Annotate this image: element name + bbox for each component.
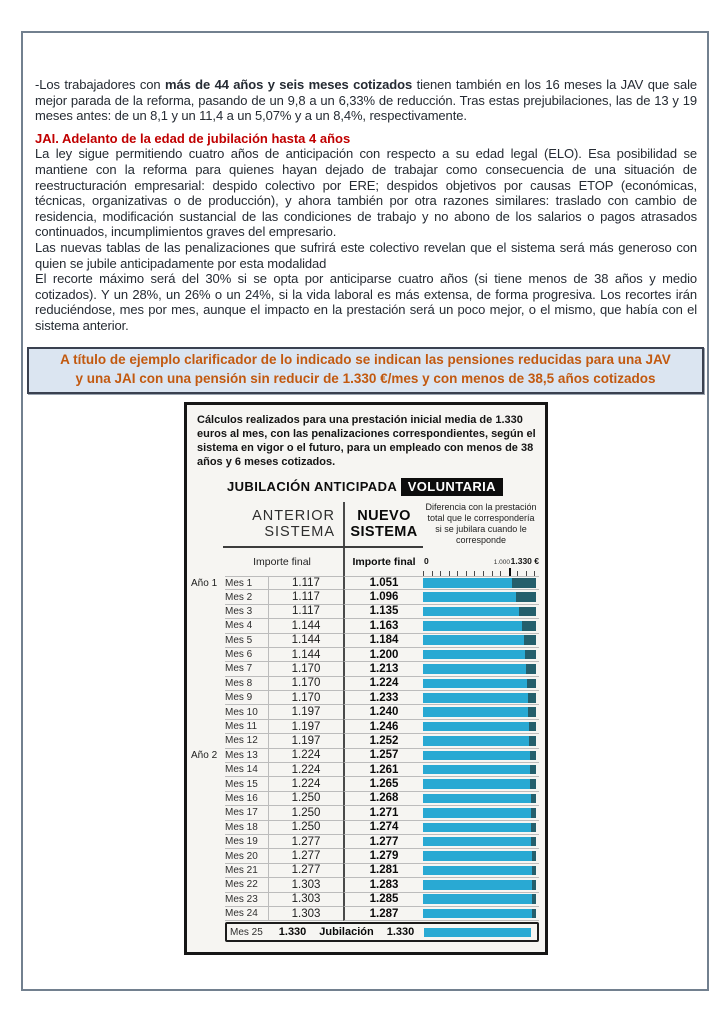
bar-remainder-segment (529, 736, 536, 746)
mes-label: Mes 12 (225, 734, 269, 748)
bar-remainder-segment (529, 722, 536, 732)
diff-bar (423, 765, 536, 775)
diff-bar-cell (423, 619, 539, 633)
bar-axis (423, 552, 539, 576)
diff-bar (423, 592, 536, 602)
mes-label: Mes 25 (230, 926, 263, 938)
mes-label: Mes 23 (225, 893, 269, 907)
nuevo-value: 1.268 (343, 792, 423, 806)
year-label: Año 1 (191, 577, 218, 589)
year-label (191, 806, 225, 820)
diff-bar-cell (423, 806, 539, 820)
bar-remainder-segment (532, 880, 536, 890)
jubilacion-label: Jubilación (319, 926, 374, 939)
bar-new-system-segment (424, 928, 531, 938)
table-row (191, 576, 539, 590)
bar-remainder-segment (530, 765, 536, 775)
anterior-value: 1.250 (269, 792, 343, 806)
mes-label: Mes 18 (225, 821, 269, 835)
mes-label: Mes 17 (225, 806, 269, 820)
bar-new-system-segment (423, 607, 519, 617)
callout-line-2: y una JAI con una pensión sin reducir de 1.330 €/mes y con menos de 38,5 años cotizados (75, 371, 656, 387)
anterior-value: 1.117 (269, 576, 343, 590)
year-label (191, 634, 225, 648)
diff-bar (423, 693, 536, 703)
bar-new-system-segment (423, 851, 532, 861)
year-label (191, 705, 225, 719)
example-callout (27, 347, 704, 394)
bar-remainder-segment (532, 866, 536, 876)
bar-remainder-segment (528, 707, 536, 717)
bar-new-system-segment (423, 679, 527, 689)
axis-tick (500, 571, 501, 576)
bar-new-system-segment (423, 837, 531, 847)
diff-bar-cell (423, 677, 539, 691)
diff-bar (423, 823, 536, 833)
diff-bar (423, 621, 536, 631)
mes-label: Mes 9 (225, 691, 269, 705)
anterior-value: 1.303 (269, 907, 343, 921)
mes-label: Mes 19 (225, 835, 269, 849)
bar-new-system-segment (423, 808, 531, 818)
year-label (191, 691, 225, 705)
year-label (191, 605, 225, 619)
year-label (191, 821, 225, 835)
table-row (191, 662, 539, 676)
anterior-value: 1.117 (269, 605, 343, 619)
table-row (191, 806, 539, 820)
bar-new-system-segment (423, 707, 528, 717)
nuevo-value: 1.184 (343, 634, 423, 648)
bar-remainder-segment (516, 592, 536, 602)
bar-new-system-segment (423, 765, 530, 775)
nuevo-value: 1.271 (343, 806, 423, 820)
nuevo-value: 1.213 (343, 662, 423, 676)
bar-remainder-segment (531, 837, 536, 847)
bar-remainder-segment (528, 693, 536, 703)
table-row (191, 734, 539, 748)
diff-bar-cell (423, 749, 539, 763)
diff-bar (423, 679, 536, 689)
anterior-value: 1.197 (269, 705, 343, 719)
column-header-nuevo-sistema: NUEVO SISTEMA (343, 502, 423, 546)
year-label (191, 720, 225, 734)
table-row (191, 792, 539, 806)
table-rows (191, 576, 539, 942)
column-header-anterior-sistema: ANTERIOR SISTEMA (252, 507, 335, 540)
table-row (191, 634, 539, 648)
diff-bar-cell (423, 605, 539, 619)
diff-bar (423, 607, 536, 617)
diff-bar-cell (423, 576, 539, 590)
figure-intro-rest: con las penalizaciones correspondientes, según el sistema en vigor o el futuro, para un empleado con menos de 38 años y 6 meses cotizados. (197, 427, 536, 468)
paragraph-bold-text: más de 44 años y seis meses cotizados (164, 77, 413, 92)
year-label (191, 777, 225, 791)
mes-label: Mes 11 (225, 720, 269, 734)
mes-label: Mes 24 (225, 907, 269, 921)
figure-title-text: JUBILACIÓN ANTICIPADA (227, 478, 397, 494)
nuevo-value: 1.287 (343, 907, 423, 921)
paragraph-text: tienen también en los 16 meses la JAV que sale mejor parada de la reforma, pasando de un 9,8 a un 6,33% de reducción. Tras estas prejubilaciones, las de 13 y 19 meses antes: de un 8,1 y un 11,4 a un 5,07% y a un 8,4%, respectivamente. (35, 77, 697, 124)
diff-bar-cell (423, 792, 539, 806)
axis-tick (466, 571, 467, 576)
bar-remainder-segment (532, 894, 536, 904)
mes-label: Mes 10 (225, 705, 269, 719)
year-label (191, 878, 225, 892)
bar-new-system-segment (423, 880, 532, 890)
diff-bar (423, 909, 536, 919)
table-row (191, 648, 539, 662)
diff-bar-cell (424, 928, 537, 938)
anterior-value: 1.170 (269, 677, 343, 691)
table-row (191, 777, 539, 791)
nuevo-value: 1.257 (343, 749, 423, 763)
table-row (191, 677, 539, 691)
year-label (191, 763, 225, 777)
anterior-value: 1.250 (269, 821, 343, 835)
table-row (191, 705, 539, 719)
anterior-value: 1.197 (269, 720, 343, 734)
axis-tick (432, 571, 433, 576)
bar-remainder-segment (530, 751, 536, 761)
year-label (191, 792, 225, 806)
bar-new-system-segment (423, 722, 529, 732)
paragraph-tablas: Las nuevas tablas de las penalizaciones que sufrirá este colectivo revelan que el sistema será más generoso con quien se jubile anticipadamente por esta modalidad (35, 239, 697, 271)
diff-bar (423, 851, 536, 861)
anterior-value: 1.144 (269, 619, 343, 633)
paragraph-ley: La ley sigue permitiendo cuatro años de anticipación con respecto a su edad legal (ELO). Esa posibilidad se mantiene con la reforma para quienes hayan dejado de trabajar como consecuencia de una situación de reestructuración empresarial: despido colectivo por ERE; despidos objetivos por causas ETOP (económicas, técnicas, organizativas o de producción), y ahora también por otra razones similares: traslado con cambio de residencia, modificación sustancial de las condiciones de trabajo y no abono de los salarios o pagos atrasados continuados, incumplimientos graves del empresario. (35, 146, 697, 240)
diff-bar (423, 751, 536, 761)
bar-new-system-segment (423, 736, 529, 746)
mes-label: Mes 4 (225, 619, 269, 633)
mes-label: Mes 21 (225, 864, 269, 878)
bar-remainder-segment (525, 650, 536, 660)
axis-tick (423, 571, 424, 576)
mes-label: Mes 20 (225, 849, 269, 863)
bar-remainder-segment (512, 578, 536, 588)
nuevo-value: 1.279 (343, 849, 423, 863)
mes-label: Mes 5 (225, 634, 269, 648)
year-label (191, 662, 225, 676)
diff-bar-cell (423, 648, 539, 662)
table-row (191, 835, 539, 849)
table-row (191, 749, 539, 763)
anterior-value: 1.303 (269, 893, 343, 907)
axis-tick (457, 571, 458, 576)
paragraph-recorte: El recorte máximo será del 30% si se opta por anticiparse cuatro años (si tiene menos de 38 años y medio cotizados). Y un 28%, un 26% o un 24%, si la vida laboral es más extensa, de forma progresiva. Los recortes irán reduciéndose, mes por mes, aunque el impacto en la prestación será un poco mejor, o el mismo, que había con el sistema anterior. (35, 271, 697, 333)
mes-label: Mes 1 (225, 576, 269, 590)
diff-bar-cell (423, 893, 539, 907)
bar-remainder-segment (526, 664, 536, 674)
diff-bar-cell (423, 590, 539, 604)
nuevo-value: 1.096 (343, 590, 423, 604)
voluntaria-badge: VOLUNTARIA (401, 478, 503, 496)
bar-remainder-segment (531, 794, 536, 804)
mes-label: Mes 16 (225, 792, 269, 806)
bar-new-system-segment (423, 751, 530, 761)
nuevo-value: 1.051 (343, 576, 423, 590)
anterior-value: 1.224 (269, 763, 343, 777)
axis-tick (483, 571, 484, 576)
bar-remainder-segment (531, 808, 536, 818)
bar-remainder-segment (531, 823, 536, 833)
anterior-value: 1.170 (269, 662, 343, 676)
axis-ticks (423, 568, 537, 576)
table-row (191, 821, 539, 835)
nuevo-value: 1.330 (386, 926, 415, 939)
bar-new-system-segment (423, 635, 524, 645)
diff-bar-cell (423, 734, 539, 748)
anterior-value: 1.170 (269, 691, 343, 705)
axis-label-1330: 1.330 € (510, 555, 539, 566)
bar-new-system-segment (423, 578, 512, 588)
axis-label-0: 0 (424, 555, 429, 566)
axis-tick (474, 571, 475, 576)
axis-label-1000: 1.000 (493, 558, 510, 566)
diff-bar (423, 880, 536, 890)
diff-bar (423, 578, 536, 588)
diff-bar (423, 894, 536, 904)
table-row (191, 878, 539, 892)
year-label (191, 677, 225, 691)
nuevo-value: 1.163 (343, 619, 423, 633)
nuevo-value: 1.261 (343, 763, 423, 777)
table-row (191, 590, 539, 604)
nuevo-value: 1.283 (343, 878, 423, 892)
mes-label: Mes 13 (225, 749, 269, 763)
diff-bar-cell (423, 849, 539, 863)
diff-bar (423, 837, 536, 847)
axis-tick (526, 571, 527, 576)
importe-final-nuevo-label: Importe final (343, 548, 423, 576)
anterior-value: 1.224 (269, 777, 343, 791)
column-header-diferencia: Diferencia con la prestación total que le correspondería si se jubilara cuando le corresponde (425, 501, 537, 545)
diff-bar (423, 664, 536, 674)
bar-remainder-segment (527, 679, 536, 689)
table-row (191, 893, 539, 907)
anterior-value: 1.277 (269, 835, 343, 849)
nuevo-value: 1.240 (343, 705, 423, 719)
anterior-value: 1.197 (269, 734, 343, 748)
heading-jai: JAI. Adelanto de la edad de jubilación hasta 4 años (35, 130, 351, 146)
year-label (191, 835, 225, 849)
diff-bar (423, 736, 536, 746)
table-row (191, 864, 539, 878)
table-row (191, 720, 539, 734)
diff-bar (423, 779, 536, 789)
diff-bar-cell (423, 720, 539, 734)
bar-new-system-segment (423, 693, 528, 703)
axis-tick (440, 571, 441, 576)
anterior-value: 1.144 (269, 648, 343, 662)
diff-bar-cell (423, 763, 539, 777)
mes-label: Mes 3 (225, 605, 269, 619)
bar-new-system-segment (423, 621, 522, 631)
anterior-value: 1.250 (269, 806, 343, 820)
year-label (191, 734, 225, 748)
bar-new-system-segment (423, 650, 525, 660)
table-row (191, 763, 539, 777)
year-label: Año 2 (191, 750, 218, 762)
figure-intro (191, 411, 539, 469)
anterior-value: 1.277 (269, 849, 343, 863)
final-values (269, 926, 424, 938)
bar-new-system-segment (423, 794, 531, 804)
bar-remainder-segment (519, 607, 536, 617)
nuevo-value: 1.265 (343, 777, 423, 791)
anterior-value: 1.303 (269, 878, 343, 892)
paragraph-text: -Los trabajadores con (35, 77, 165, 92)
bar-new-system-segment (423, 894, 532, 904)
pension-table-figure (184, 402, 548, 956)
mes-label: Mes 15 (225, 777, 269, 791)
diff-bar-cell (423, 705, 539, 719)
nuevo-value: 1.277 (343, 835, 423, 849)
bar-remainder-segment (522, 621, 536, 631)
nuevo-value: 1.281 (343, 864, 423, 878)
bar-remainder-segment (524, 635, 536, 645)
bar-new-system-segment (423, 823, 531, 833)
diff-bar (423, 722, 536, 732)
anterior-value: 1.330 (278, 926, 307, 939)
axis-tick (449, 571, 450, 576)
anterior-value: 1.117 (269, 590, 343, 604)
diff-bar (423, 635, 536, 645)
nuevo-value: 1.224 (343, 677, 423, 691)
diff-bar (423, 650, 536, 660)
year-label (191, 893, 225, 907)
year-label (191, 864, 225, 878)
mes-label: Mes 6 (225, 648, 269, 662)
table-row-final (225, 922, 539, 942)
page-content (23, 33, 707, 955)
diff-bar (423, 808, 536, 818)
year-label (191, 619, 225, 633)
year-label (191, 590, 225, 604)
diff-bar (423, 707, 536, 717)
diff-bar (424, 928, 531, 938)
bar-new-system-segment (423, 779, 530, 789)
diff-bar-cell (423, 662, 539, 676)
bar-remainder-segment (532, 909, 536, 919)
diff-bar-cell (423, 878, 539, 892)
table-row (191, 907, 539, 921)
figure-intro-bold: Cálculos realizados para una prestación inicial media de 1.330 euros al mes, (197, 413, 523, 440)
anterior-value: 1.144 (269, 634, 343, 648)
mes-label: Mes 8 (225, 677, 269, 691)
diff-bar-cell (423, 821, 539, 835)
bar-remainder-segment (530, 779, 536, 789)
nuevo-value: 1.135 (343, 605, 423, 619)
paragraph-prejubilaciones (35, 77, 697, 124)
year-label (191, 648, 225, 662)
bar-remainder-segment (532, 851, 536, 861)
nuevo-value: 1.285 (343, 893, 423, 907)
diff-bar-cell (423, 864, 539, 878)
diff-bar (423, 866, 536, 876)
table-row (191, 619, 539, 633)
axis-major-tick (509, 568, 511, 576)
diff-bar-cell (423, 691, 539, 705)
axis-tick (517, 571, 518, 576)
bar-new-system-segment (423, 909, 532, 919)
mes-label: Mes 7 (225, 662, 269, 676)
importe-final-anterior-label: Importe final (253, 555, 311, 568)
nuevo-value: 1.252 (343, 734, 423, 748)
year-label (191, 849, 225, 863)
nuevo-value: 1.200 (343, 648, 423, 662)
mes-label: Mes 2 (225, 590, 269, 604)
mes-label: Mes 22 (225, 878, 269, 892)
diff-bar (423, 794, 536, 804)
year-label (191, 907, 225, 921)
diff-bar-cell (423, 634, 539, 648)
diff-bar-cell (423, 907, 539, 921)
table-row (191, 691, 539, 705)
bar-new-system-segment (423, 592, 516, 602)
axis-tick (492, 571, 493, 576)
nuevo-value: 1.233 (343, 691, 423, 705)
callout-line-1: A título de ejemplo clarificador de lo indicado se indican las pensiones reducidas para una JAV (60, 351, 671, 367)
diff-bar-cell (423, 835, 539, 849)
bar-new-system-segment (423, 664, 526, 674)
bar-new-system-segment (423, 866, 532, 876)
nuevo-value: 1.274 (343, 821, 423, 835)
anterior-value: 1.224 (269, 749, 343, 763)
table-row (191, 605, 539, 619)
anterior-value: 1.277 (269, 864, 343, 878)
page-border (21, 31, 709, 991)
figure-title (191, 478, 539, 496)
axis-tick (534, 571, 535, 576)
mes-label: Mes 14 (225, 763, 269, 777)
table-header (191, 502, 539, 576)
table-row (191, 849, 539, 863)
nuevo-value: 1.246 (343, 720, 423, 734)
diff-bar-cell (423, 777, 539, 791)
